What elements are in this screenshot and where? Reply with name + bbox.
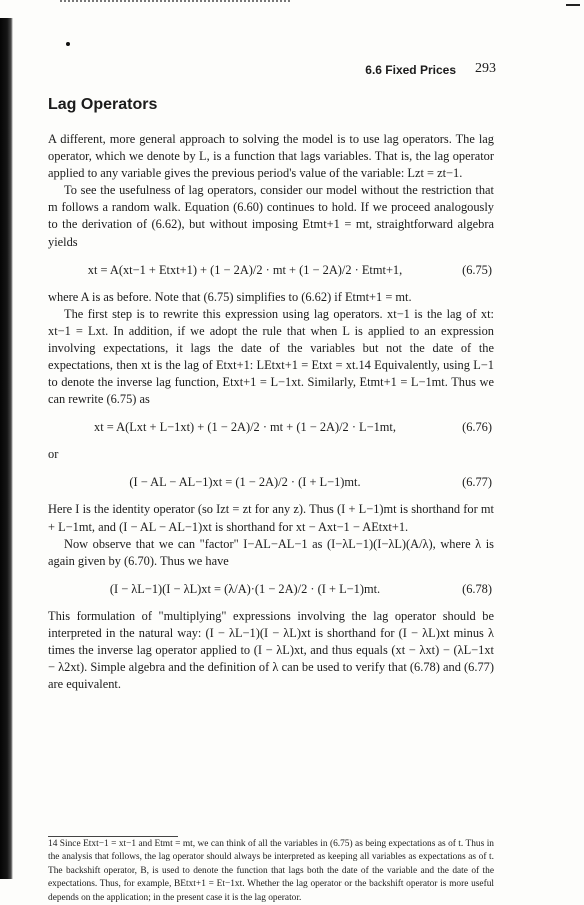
equation-6-75: [48, 252, 494, 288]
equation-6-78: [48, 571, 494, 607]
paragraph: Now observe that we can "factor" I−AL−AL−1 as (I−λL−1)(I−λL)(A/λ), where λ is again given by (6.70). Thus we have: [48, 536, 494, 568]
scan-corner-mark: [566, 4, 580, 6]
equation-6-77: [48, 464, 494, 500]
page-number: 293: [475, 61, 496, 76]
paragraph: where A is as before. Note that (6.75) simplifies to (6.62) if Etmt+1 = mt.: [48, 289, 412, 304]
paragraph: A different, more general approach to solving the model is to use lag operators. The lag operator, which we denote by L, is a function that lags variables. That is, the lag operator applied to any variable gives the previous period's value of the variable: Lzt = zt−1.: [48, 132, 494, 181]
paragraph: Here I is the identity operator (so Izt = zt for any z). Thus (I + L−1)mt is shorthand for mt + L−1mt, and (I − AL − AL−1)xt is shorthand for xt − Axt−1 − AEtxt+1.: [48, 502, 494, 534]
equation-expression: xt = A(xt−1 + Etxt+1) + (1 − 2A)/2 · mt + (1 − 2A)/2 · Etmt+1,: [87, 262, 403, 277]
paragraph: To see the usefulness of lag operators, consider our model without the restriction that m follows a random walk. Equation (6.60) continues to hold. If we proceed analogously to the derivation of (6.62), but without imposing Etmt+1 = mt, straightforward algebra yields: [48, 183, 494, 249]
footnote-rule: [48, 836, 178, 837]
book-spine-shadow: [0, 18, 13, 879]
header-section: 6.6 Fixed Prices: [365, 63, 456, 77]
equation-expression: xt = A(Lxt + L−1xt) + (1 − 2A)/2 · mt + (1 − 2A)/2 · L−1mt,: [94, 420, 396, 435]
section-title: Lag Operators: [48, 96, 158, 113]
equation-number: (6.76): [462, 420, 492, 435]
paragraph: This formulation of "multiplying" expressions involving the lag operator should be interpreted in the natural way: (I − λL−1)(I − λL)xt is shorthand for (I − λL)xt minus λ times the inverse lag operator applied to (I − λL)xt, and thus equals (xt − λxt) − (λL−1xt − λ2xt). Simple algebra and the definition of λ can be used to verify that (6.78) and (6.77) are equivalent.: [48, 608, 494, 692]
equation-expression: (I − AL − AL−1)xt = (1 − 2A)/2 · (I + L−1)mt.: [129, 475, 361, 490]
running-header: [46, 60, 496, 80]
equation-6-76: [48, 409, 494, 445]
equation-number: (6.78): [462, 581, 492, 596]
footnote: 14 Since Etxt−1 = xt−1 and Etmt = mt, we can think of all the variables in (6.75) as being expectations as of t. Thus in the analysis that follows, the lag operator should always be interpreted as keeping all variables as expectations as of t. The backshift operator, B, is used to denote the function that lags both the date of the variable and the date of the expectations. Thus, for example, BEtxt+1 = Et−1xt. Whether the lag operator or the backshift operator is more useful depends on the application; in the present case it is the lag operator.: [48, 839, 494, 903]
scan-top-marks: [60, 0, 290, 5]
equation-number: (6.75): [462, 262, 492, 277]
scan-dot: [66, 42, 70, 46]
paragraph: The first step is to rewrite this expression using lag operators. xt−1 is the lag of xt: xt−1 = Lxt. In addition, if we adopt the rule that when L is applied to an expression involving expectations, it lags the date of the variables but not the date of the expectations, then xt is the lag of Etxt+1: LEtxt+1 = Etxt = xt.14 Equivalently, using L−1 to denote the inverse lag function, Etxt+1 = L−1xt. Similarly, Etmt+1 = L−1mt. Thus we can rewrite (6.75) as: [48, 306, 494, 407]
paragraph: or: [48, 447, 59, 462]
equation-number: (6.77): [462, 475, 492, 490]
equation-expression: (I − λL−1)(I − λL)xt = (λ/A)·(1 − 2A)/2 · (I + L−1)mt.: [109, 581, 381, 596]
body-text: [48, 131, 494, 693]
